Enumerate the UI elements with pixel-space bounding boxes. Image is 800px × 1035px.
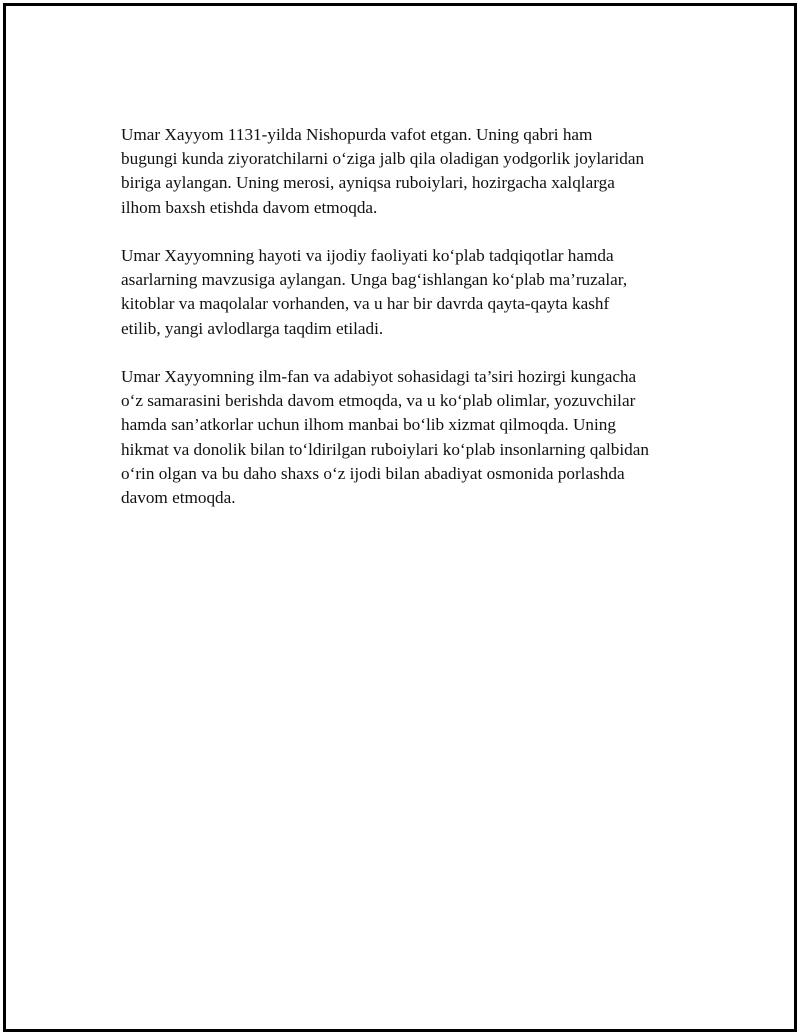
text-line: asarlarning mavzusiga aylangan. Unga bag‘ishlangan ko‘plab ma’ruzalar, (121, 270, 628, 290)
paragraph-2 (121, 244, 696, 341)
text-line: hamda san’atkorlar uchun ilhom manbai bo‘lib xizmat qilmoqda. Uning (121, 415, 616, 435)
text-line: bugungi kunda ziyoratchilarni o‘ziga jalb qila oladigan yodgorlik joylaridan (121, 149, 645, 169)
text-line: o‘z samarasini berishda davom etmoqda, va u ko‘plab olimlar, yozuvchilar (121, 391, 636, 411)
text-line: Umar Xayyomning hayoti va ijodiy faoliyati ko‘plab tadqiqotlar hamda (121, 246, 614, 265)
text-line: hikmat va donolik bilan to‘ldirilgan ruboiylari ko‘plab insonlarning qalbidan (121, 439, 649, 459)
text-line: Umar Xayyom 1131-yilda Nishopurda vafot etgan. Uning qabri ham (121, 125, 593, 144)
text-line: davom etmoqda. (121, 488, 236, 508)
text-line: Umar Xayyomning ilm-fan va adabiyot sohasidagi ta’siri hozirgi kungacha (121, 367, 637, 386)
text-line: etilib, yangi avlodlarga taqdim etiladi. (121, 318, 384, 338)
paragraph-1 (121, 123, 696, 220)
text-line: o‘rin olgan va bu daho shaxs o‘z ijodi bilan abadiyat osmonida porlashda (121, 463, 625, 483)
document-body (121, 123, 696, 534)
paragraph-3 (121, 365, 696, 510)
text-line: biriga aylangan. Uning merosi, ayniqsa ruboiylari, hozirgacha xalqlarga (121, 173, 615, 193)
text-line: kitoblar va maqolalar vorhanden, va u har bir davrda qayta-qayta kashf (121, 294, 610, 314)
text-line: ilhom baxsh etishda davom etmoqda. (121, 197, 378, 217)
page-frame (3, 3, 797, 1032)
